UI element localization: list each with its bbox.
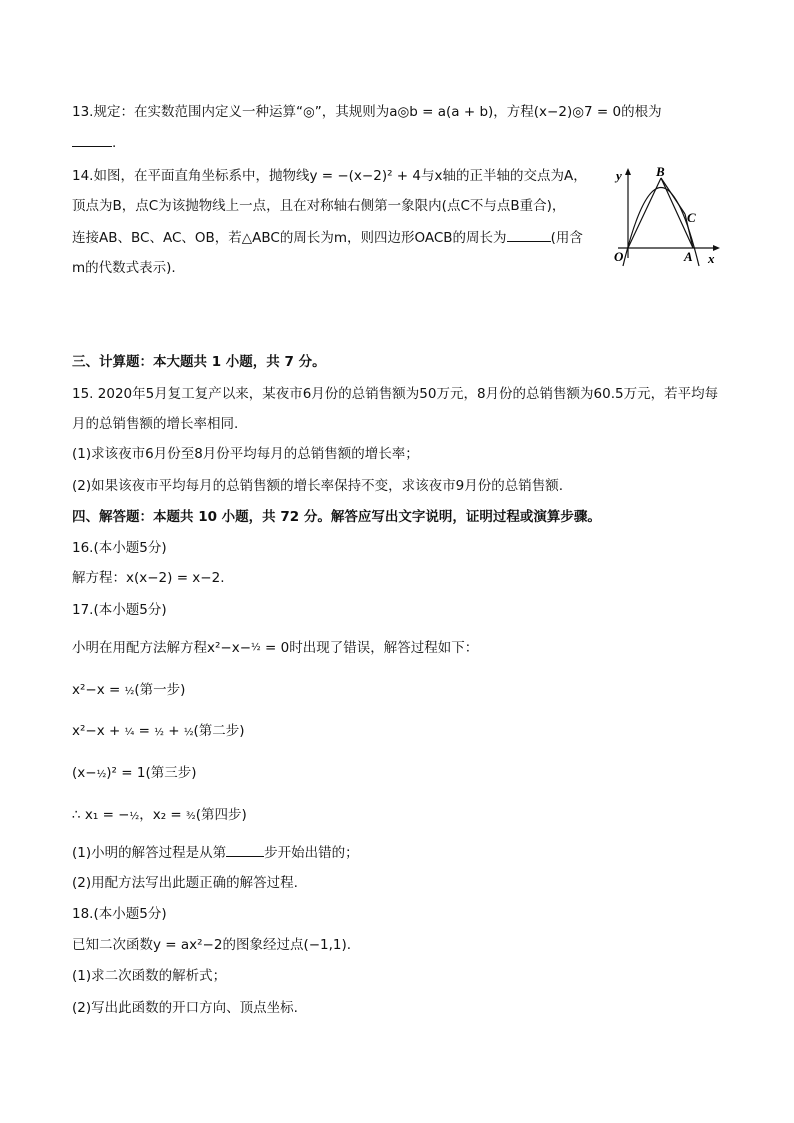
- q17-part2: (2)用配方法写出此题正确的解答过程.: [72, 875, 298, 891]
- q14-answer-blank: [507, 227, 551, 242]
- q14-line2: 顶点为B，点C为该抛物线上一点，且在对称轴右侧第一象限内(点C不与点B重合)，: [72, 198, 566, 214]
- label-a: A: [684, 249, 693, 264]
- q14-line1: 14.如图，在平面直角坐标系中，抛物线y = −(x−2)² + 4与x轴的正半轴的交点为A，: [72, 168, 587, 184]
- q17-part1: (1)小明的解答过程是从第 步开始出错的；: [72, 842, 359, 863]
- q17-answer-blank: [226, 842, 264, 857]
- q18-body: 已知二次函数y = ax²−2的图象经过点(−1,1).: [72, 937, 352, 953]
- parabola-figure: [606, 166, 722, 268]
- segment-bc: [661, 178, 685, 214]
- q15-part1: (1)求该夜市6月份至8月份平均每月的总销售额的增长率；: [72, 446, 419, 462]
- q18-title: 18.(本小题5分): [72, 906, 167, 922]
- segment-ob: [628, 178, 661, 248]
- q15-line2: 月的总销售额的增长率相同.: [72, 416, 239, 432]
- q14-line3: 连接AB、BC、AC、OB，若△ABC的周长为m，则四边形OACB的周长为 (用含: [72, 227, 583, 248]
- q13-line2: .: [72, 132, 116, 153]
- q13-text: 13.规定：在实数范围内定义一种运算“◎”，其规则为a◎b = a(a + b)，方程(x−2)◎7 = 0的根为: [72, 104, 662, 120]
- q18-part2: (2)写出此函数的开口方向、顶点坐标.: [72, 1000, 298, 1016]
- section3-heading: 三、计算题：本大题共 1 小题，共 7 分。: [72, 354, 326, 370]
- label-o: O: [614, 249, 624, 264]
- label-y: y: [616, 168, 622, 183]
- label-c: C: [687, 210, 696, 225]
- q17-step2: x²−x + ¼ = ½ + ½(第二步): [72, 723, 245, 739]
- label-x: x: [708, 251, 715, 266]
- q16-body: 解方程：x(x−2) = x−2.: [72, 570, 225, 586]
- q18-part1: (1)求二次函数的解析式；: [72, 968, 227, 984]
- label-b: B: [656, 166, 665, 179]
- q17-step4: ∴ x₁ = −½，x₂ = ³⁄₂(第四步): [72, 807, 247, 823]
- q15-line1: 15. 2020年5月复工复产以来，某夜市6月份的总销售额为50万元，8月份的总销售额为60.5万元，若平均每: [72, 386, 719, 402]
- q15-part2: (2)如果该夜市平均每月的总销售额的增长率保持不变，求该夜市9月份的总销售额.: [72, 478, 564, 494]
- q17-intro: 小明在用配方法解方程x²−x−½ = 0时出现了错误，解答过程如下：: [72, 640, 479, 656]
- q13-answer-blank: [72, 132, 112, 147]
- q14-line4: m的代数式表示).: [72, 260, 176, 276]
- section4-heading: 四、解答题：本题共 10 小题，共 72 分。解答应写出文字说明，证明过程或演算步骤。: [72, 509, 601, 525]
- q16-title: 16.(本小题5分): [72, 540, 167, 556]
- q13-line1: [72, 102, 662, 122]
- y-axis-arrow: [625, 168, 631, 175]
- q17-step3: (x−½)² = 1(第三步): [72, 765, 197, 781]
- q17-step1: x²−x = ½(第一步): [72, 682, 186, 698]
- q17-title: 17.(本小题5分): [72, 602, 167, 618]
